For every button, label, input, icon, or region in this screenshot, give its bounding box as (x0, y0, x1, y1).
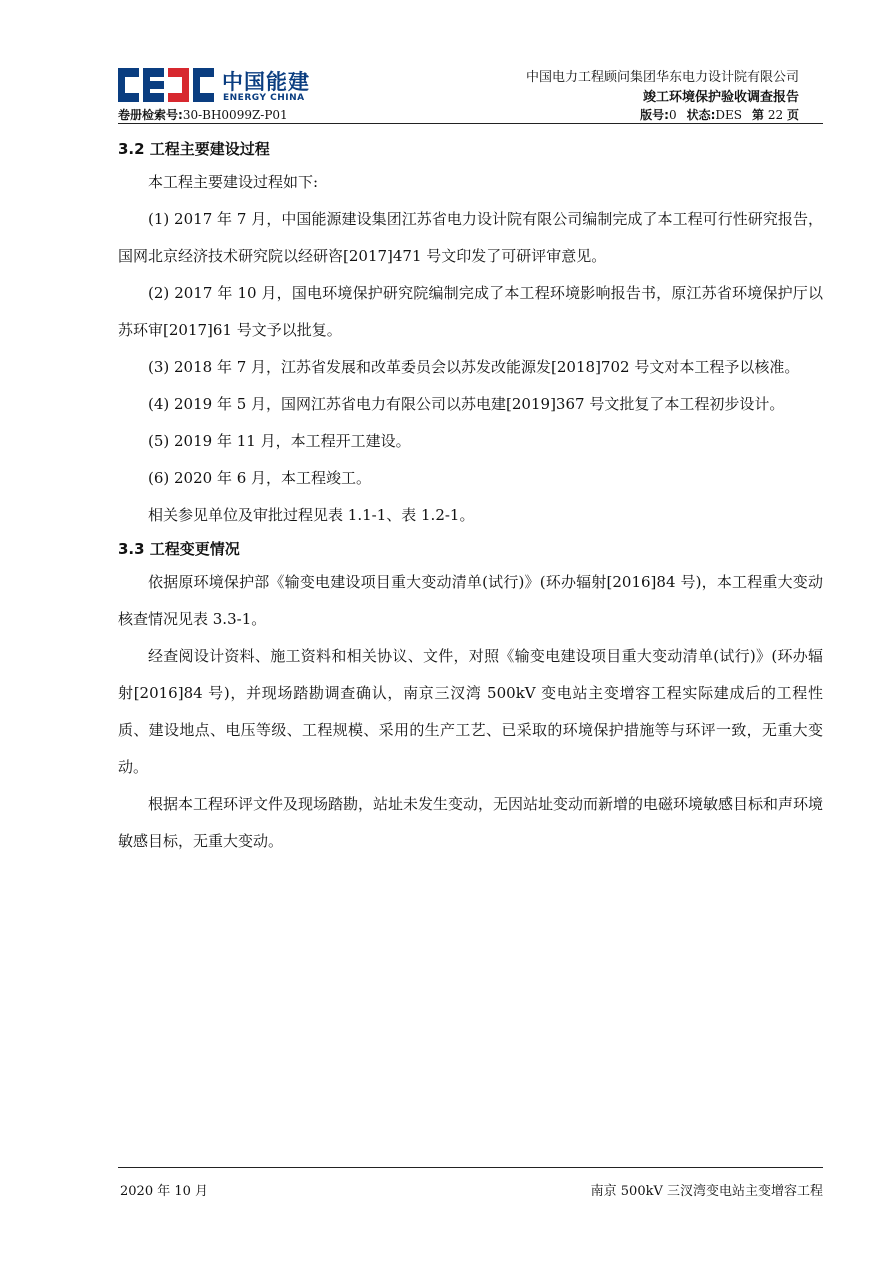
page-number: 22 (767, 108, 784, 122)
footer-divider (118, 1167, 823, 1168)
logo-text-en: ENERGY CHINA (223, 93, 305, 103)
footer-date: 2020 年 10 月 (120, 1184, 209, 1199)
paragraph: (1) 2017 年 7 月，中国能源建设集团江苏省电力设计院有限公司编制完成了本工程可行性研究报告，国网北京经济技术研究院以经研咨[2017]471 号文印发了可研评审意见。 (118, 210, 823, 265)
header-divider (118, 123, 823, 124)
ceec-logo-icon (118, 68, 214, 102)
status-value: DES (715, 108, 743, 122)
page-body (118, 134, 823, 860)
paragraph: 本工程主要建设过程如下: (148, 173, 319, 191)
paragraph: (5) 2019 年 11 月，本工程开工建设。 (148, 432, 411, 450)
report-title: 竣工环境保护验收调查报告 (642, 90, 799, 105)
paragraph: (2) 2017 年 10 月，国电环境保护研究院编制完成了本工程环境影响报告书，原江苏省环境保护厅以苏环审[2017]61 号文予以批复。 (118, 284, 823, 339)
paragraph: 依据原环境保护部《输变电建设项目重大变动清单(试行)》(环办辐射[2016]84 号)，本工程重大变动核查情况见表 3.3-1。 (118, 573, 823, 628)
volume-label: 卷册检索号: (118, 108, 183, 122)
page-header (118, 62, 823, 124)
page-prefix: 第 (752, 108, 765, 122)
section-heading-3-3: 3.3 工程变更情况 (118, 540, 240, 558)
footer-project-name: 南京 500kV 三汊湾变电站主变增容工程 (590, 1184, 823, 1199)
paragraph: (6) 2020 年 6 月，本工程竣工。 (148, 469, 372, 487)
paragraph: (3) 2018 年 7 月，江苏省发展和改革委员会以苏发改能源发[2018]702 号文对本工程予以核准。 (148, 358, 800, 376)
company-name: 中国电力工程顾问集团华东电力设计院有限公司 (525, 70, 799, 85)
paragraph: (4) 2019 年 5 月，国网江苏省电力有限公司以苏电建[2019]367 号文批复了本工程初步设计。 (148, 395, 785, 413)
page-suffix: 页 (786, 108, 799, 122)
volume-value: 30-BH0099Z-P01 (182, 108, 288, 122)
volume-index (118, 106, 288, 123)
document-meta (640, 106, 799, 123)
paragraph: 根据本工程环评文件及现场踏勘，站址未发生变动，无因站址变动而新增的电磁环境敏感目标和声环境敏感目标，无重大变动。 (118, 795, 824, 850)
section-heading-3-2: 3.2 工程主要建设过程 (118, 140, 270, 158)
version-label: 版号: (640, 108, 669, 122)
logo-text-cn: 中国能建 (222, 70, 310, 94)
paragraph: 经查阅设计资料、施工资料和相关协议、文件，对照《输变电建设项目重大变动清单(试行)》(环办辐射[2016]84 号)，并现场踏勘调查确认，南京三汊湾 500kV 变电站主变增容工程实际建成后的工程性质、建设地点、电压等级、工程规模、采用的生产工艺、已采取的环境保护措施等与环评一致，无重大变动。 (118, 647, 823, 776)
paragraph: 相关参见单位及审批过程见表 1.1-1、表 1.2-1。 (148, 506, 475, 524)
status-label: 状态: (686, 108, 716, 122)
version-value: 0 (668, 108, 677, 122)
ceec-logo (118, 66, 318, 104)
